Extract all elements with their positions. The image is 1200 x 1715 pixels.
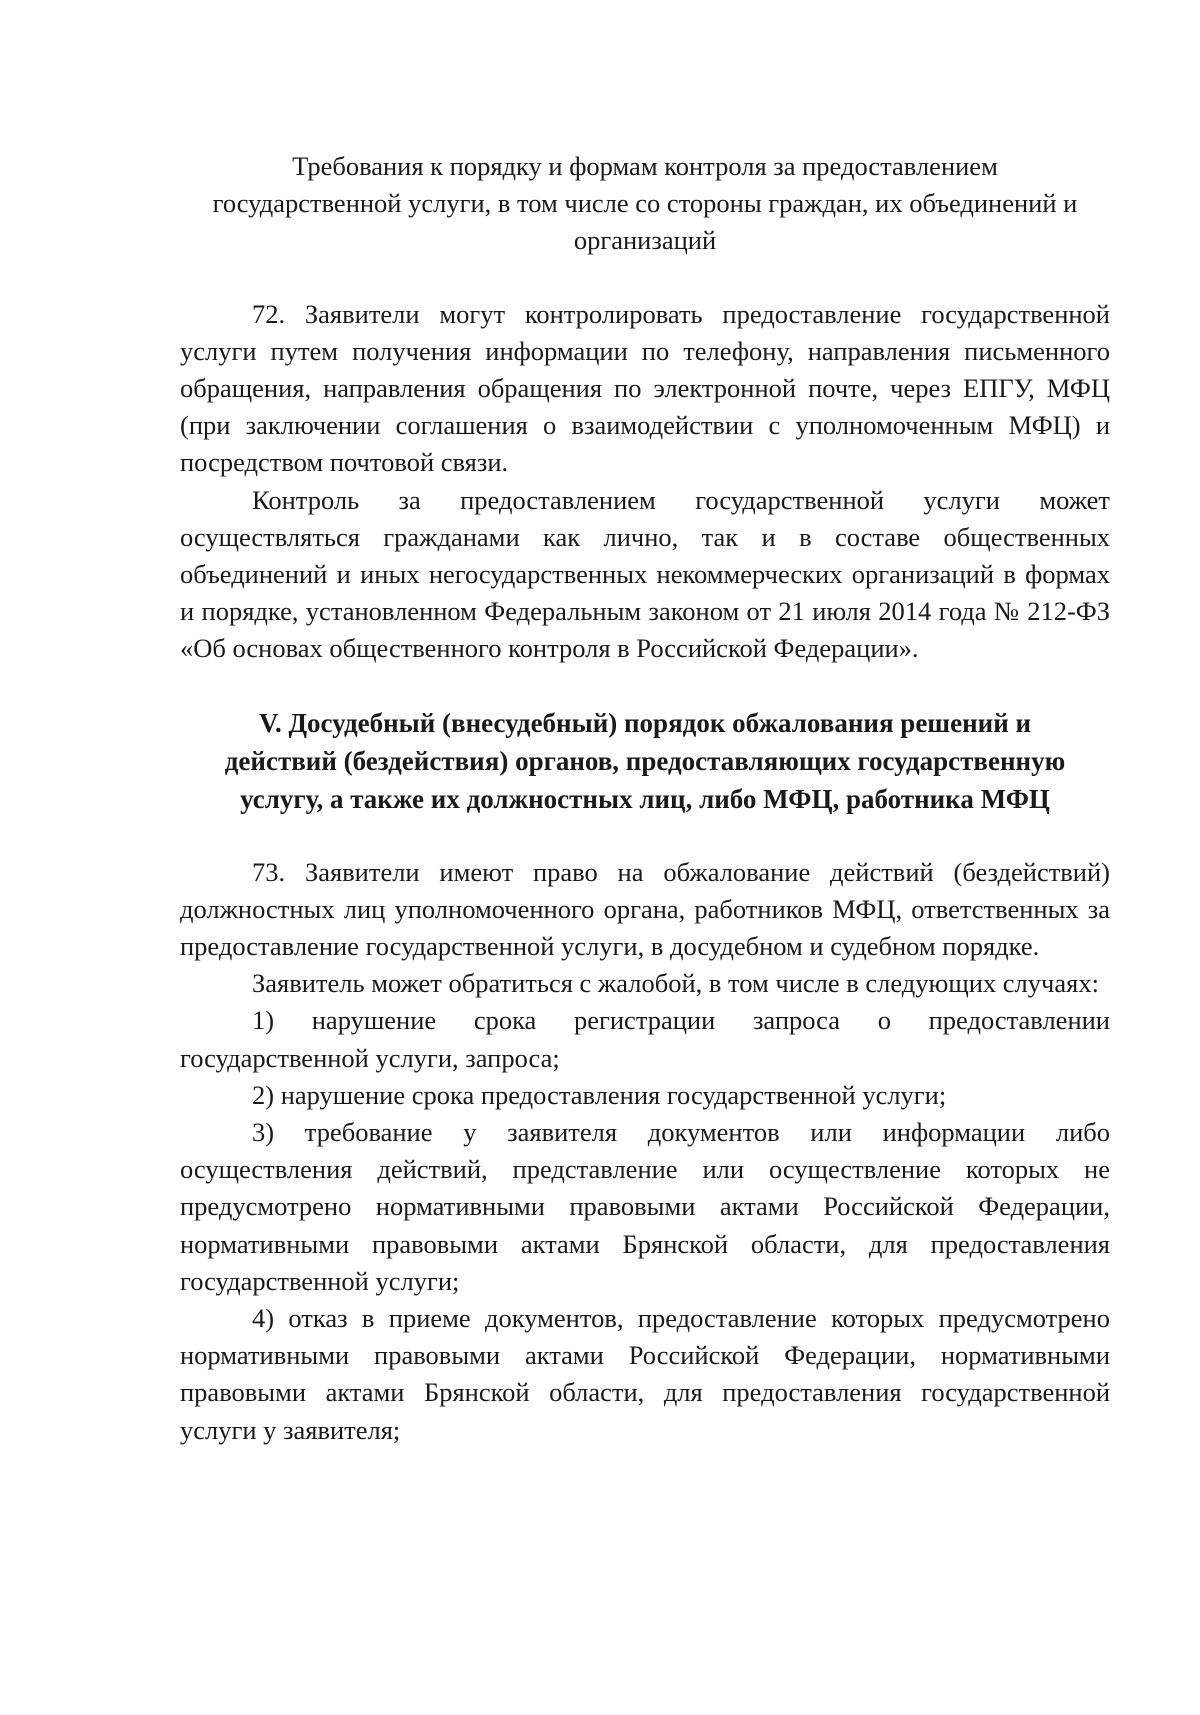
heading-line: действий (бездействия) органов, предоставляющих государственную <box>224 745 1066 776</box>
document-page <box>180 148 1110 1449</box>
paragraph-complaint-cases: Заявитель может обратиться с жалобой, в том числе в следующих случаях: <box>252 968 1099 999</box>
paragraph-control-citizens: Контроль за предоставлением государственной услуги может осуществляться гражданами как лично, так и в составе общественных объединений и иных негосударственных некоммерческих организаций в формах и порядке, установленном Федеральным законом от 21 июля 2014 года № 212-ФЗ «Об основах общественного контроля в Российской Федерации». <box>180 484 1110 664</box>
list-item-4: 4) отказ в приеме документов, предоставление которых предусмотрено нормативными правовыми актами Российской Федерации, нормативными правовыми актами Брянской области, для предоставления государственной услуги у заявителя; <box>180 1303 1110 1445</box>
section-heading-appeal <box>180 704 1110 818</box>
list-item-1: 1) нарушение срока регистрации запроса о предоставлении государственной услуги, запроса; <box>180 1005 1110 1073</box>
heading-line: Требования к порядку и формам контроля за предоставлением <box>292 151 998 181</box>
section-heading-control <box>180 148 1110 260</box>
list-item-2: 2) нарушение срока предоставления государственной услуги; <box>252 1079 947 1110</box>
heading-line: услугу, а также их должностных лиц, либо МФЦ, работника МФЦ <box>240 783 1050 814</box>
heading-line: организаций <box>573 225 717 256</box>
list-item-3: 3) требование у заявителя документов или информации либо осуществления действий, представление или осуществление которых не предусмотрено нормативными правовыми актами Российской Федерации, нормативными правовыми актами Брянской области, для предоставления государственной услуги; <box>180 1117 1110 1296</box>
heading-line: государственной услуги, в том числе со стороны граждан, их объединений и <box>212 188 1078 219</box>
paragraph-73: 73. Заявители имеют право на обжалование действий (бездействий) должностных лиц уполномоченного органа, работников МФЦ, ответственных за предоставление государственной услуги, в досудебном и судебном порядке. <box>180 856 1110 962</box>
paragraph-72: 72. Заявители могут контролировать предоставление государственной услуги путем получения информации по телефону, направления письменного обращения, направления обращения по электронной почте, через ЕПГУ, МФЦ (при заключении соглашения о взаимодействии с уполномоченным МФЦ) и посредством почтовой связи. <box>180 298 1110 478</box>
heading-line: V. Досудебный (внесудебный) порядок обжалования решений и <box>258 707 1032 738</box>
